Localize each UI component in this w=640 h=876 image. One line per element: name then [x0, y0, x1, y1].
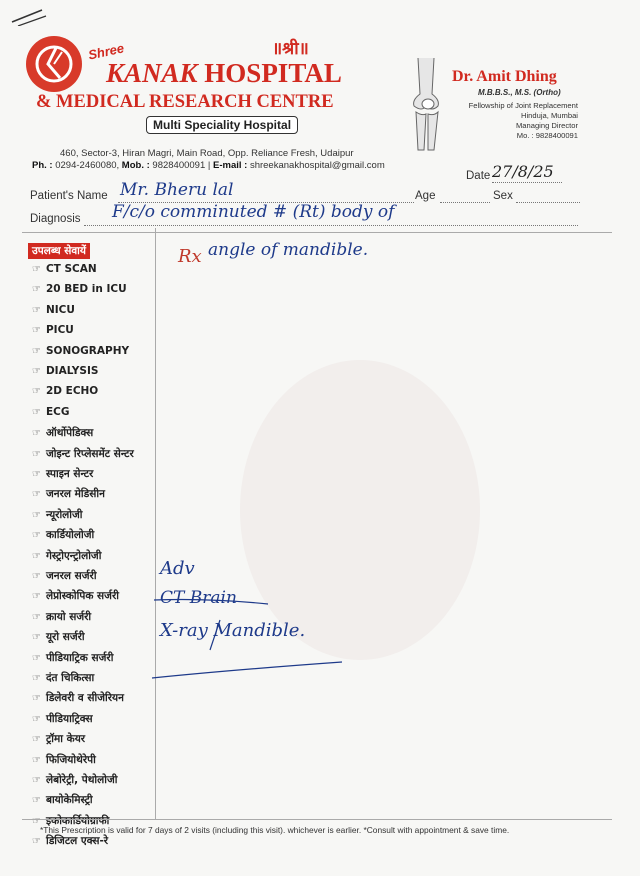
service-item-label: फिजियोथेरेपी — [45, 753, 96, 766]
diagnosis-value: F/c/o comminuted # (Rt) body of — [112, 202, 395, 222]
service-item-label: NICU — [45, 303, 75, 316]
patient-name-value: Mr. Bheru lal — [120, 180, 234, 200]
mobile-label: Mob. : — [121, 160, 150, 171]
phone-label: Ph. : — [32, 160, 53, 171]
service-item — [32, 732, 85, 746]
service-item-label: दंत चिकित्सा — [45, 672, 95, 684]
service-item-label: लेप्रोस्कोपिक सर्जरी — [45, 590, 119, 603]
sex-line — [516, 202, 580, 203]
service-item — [32, 651, 113, 665]
pointing-hand-icon: ☞ — [32, 406, 41, 418]
service-item — [32, 283, 127, 295]
service-item — [32, 691, 124, 705]
footer-note: *This Prescription is valid for 7 days of 2 visits (including this visit). whichever is earlier. *Consult with appointment & save time. — [40, 825, 510, 835]
service-item — [32, 753, 96, 767]
hospital-name — [106, 58, 342, 89]
pointing-hand-icon: ☞ — [32, 836, 41, 848]
service-item — [32, 426, 93, 440]
hospital-contact — [32, 160, 385, 171]
pointing-hand-icon: ☞ — [32, 284, 41, 296]
pointing-hand-icon: ☞ — [32, 428, 41, 440]
phone-number: 0294-2460080, — [55, 160, 120, 171]
rx-line: angle of mandible. — [208, 240, 369, 260]
pointing-hand-icon: ☞ — [32, 345, 41, 357]
pointing-hand-icon: ☞ — [32, 632, 41, 644]
shree-header: ॥श्री॥ — [272, 39, 309, 59]
service-item — [32, 712, 93, 726]
service-item-label: 2D ECHO — [45, 385, 99, 398]
pointing-hand-icon: ☞ — [32, 530, 41, 542]
service-item-label: न्यूरोलोजी — [45, 508, 83, 521]
service-item-label: जनरल मेडिसीन — [45, 488, 105, 501]
age-label: Age — [415, 190, 436, 202]
pointing-hand-icon: ☞ — [32, 815, 41, 827]
service-item-label: बायोकेमिस्ट्री — [45, 794, 93, 807]
doctor-degree: M.B.B.S., M.S. (Ortho) — [478, 88, 561, 97]
pointing-hand-icon: ☞ — [32, 713, 41, 725]
email-label: E-mail : — [213, 160, 248, 171]
pointing-hand-icon: ☞ — [32, 591, 41, 603]
service-item — [32, 304, 75, 316]
service-item-label: लेबोरेट्री, पेथोलोजी — [45, 774, 118, 786]
age-line — [440, 202, 490, 203]
service-item — [32, 549, 101, 563]
pointing-hand-icon: ☞ — [32, 571, 41, 582]
service-item — [32, 508, 83, 522]
note-xray-mandible: X-ray Mandible. — [160, 620, 306, 641]
service-item — [32, 610, 91, 624]
logo-shree-text: Shree — [86, 40, 126, 63]
service-item-label: DIALYSIS — [45, 365, 99, 377]
service-item — [32, 569, 97, 583]
pointing-hand-icon: ☞ — [32, 386, 41, 398]
service-item-label: जनरल सर्जरी — [45, 570, 97, 582]
service-item-label: कार्डियोलोजी — [45, 529, 95, 542]
doctor-name: Dr. Amit Dhing — [452, 68, 557, 85]
service-item — [32, 528, 94, 542]
pointing-hand-icon: ☞ — [32, 325, 41, 337]
service-item-label: यूरो सर्जरी — [45, 631, 85, 644]
date-value: 27/8/25 — [492, 162, 554, 181]
hospital-address: 460, Sector-3, Hiran Magri, Main Road, Opp. Reliance Fresh, Udaipur — [60, 148, 354, 159]
service-item — [32, 467, 93, 481]
mobile-number: 9828400091 | — [152, 160, 211, 171]
service-item — [32, 630, 85, 644]
service-item — [32, 385, 98, 397]
diagnosis-label: Diagnosis — [30, 213, 81, 225]
service-item — [32, 406, 69, 418]
service-item-label: इकोकार्डियोग्राफी — [45, 814, 110, 827]
doctor-mobile: Mo. : 9828400091 — [516, 131, 578, 140]
service-item-label: क्रायो सर्जरी — [45, 610, 92, 623]
service-item — [32, 324, 74, 336]
service-item-label: गेस्ट्रोएन्ट्रोलोजी — [45, 549, 102, 562]
service-item-label: स्पाइन सेन्टर — [45, 468, 94, 480]
pointing-hand-icon: ☞ — [32, 448, 41, 460]
service-item — [32, 487, 105, 501]
doctor-role: Managing Director — [515, 121, 578, 130]
service-item — [32, 263, 97, 275]
pointing-hand-icon: ☞ — [32, 754, 41, 766]
pointing-hand-icon: ☞ — [32, 366, 41, 377]
service-item-label: जोइन्ट रिप्लेसमेंट सेन्टर — [45, 447, 134, 460]
email-address: shreekanakhospital@gmail.com — [249, 160, 385, 171]
service-item-label: पीडियाट्रिक सर्जरी — [45, 651, 114, 664]
pointing-hand-icon: ☞ — [32, 264, 41, 275]
pointing-hand-icon: ☞ — [32, 693, 41, 705]
date-underline — [492, 182, 562, 183]
patient-name-label: Patient's Name — [30, 190, 108, 202]
ink-strokes — [150, 580, 350, 690]
hospital-logo-icon — [26, 36, 82, 92]
doctor-fellowship-place: Hinduja, Mumbai — [521, 111, 578, 120]
pointing-hand-icon: ☞ — [32, 734, 41, 746]
pointing-hand-icon: ☞ — [32, 550, 41, 562]
services-heading: उपलब्ध सेवायें — [28, 243, 90, 259]
pointing-hand-icon: ☞ — [32, 775, 41, 786]
date-label: Date — [466, 170, 491, 182]
service-item-label: डिलेवरी व सीजेरियन — [45, 692, 124, 705]
pointing-hand-icon: ☞ — [32, 509, 41, 521]
service-item — [32, 345, 129, 357]
service-item-label: CT SCAN — [45, 263, 97, 275]
service-item — [32, 589, 119, 603]
service-item-label: SONOGRAPHY — [45, 344, 130, 357]
service-item-label: 20 BED in ICU — [45, 283, 127, 296]
pointing-hand-icon: ☞ — [32, 489, 41, 501]
pen-mark-icon — [8, 6, 48, 26]
service-item-label: पीडियाट्रिक्स — [45, 712, 93, 725]
note-advice: Adv — [160, 558, 195, 579]
service-item-label: ट्रॉमा केयर — [45, 733, 86, 746]
service-item — [32, 793, 93, 807]
service-item — [32, 671, 94, 685]
pointing-hand-icon: ☞ — [32, 611, 41, 623]
sex-label: Sex — [493, 190, 513, 202]
footer-divider — [22, 819, 612, 820]
header-divider — [22, 232, 612, 233]
diagnosis-line — [84, 225, 578, 226]
service-item-label: PICU — [45, 324, 74, 337]
pointing-hand-icon: ☞ — [32, 469, 41, 480]
hospital-name-kanak: KANAK — [106, 58, 198, 88]
pointing-hand-icon: ☞ — [32, 652, 41, 664]
knee-joint-icon — [404, 56, 448, 152]
service-item — [32, 834, 108, 848]
speciality-badge: Multi Speciality Hospital — [146, 116, 298, 134]
service-item — [32, 447, 134, 461]
services-column-divider — [155, 228, 156, 820]
pointing-hand-icon: ☞ — [32, 673, 41, 684]
pointing-hand-icon: ☞ — [32, 795, 41, 807]
note-ct-brain: CT Brain — [160, 588, 237, 608]
research-centre-title: & MEDICAL RESEARCH CENTRE — [36, 92, 334, 112]
service-item — [32, 365, 98, 377]
hospital-name-hospital: HOSPITAL — [204, 58, 342, 88]
service-item-label: डिजिटल एक्स-रे — [45, 835, 109, 848]
rx-symbol: Rx — [178, 246, 202, 267]
service-item-label: ऑर्थोपेडिक्स — [45, 427, 94, 440]
doctor-fellowship: Fellowship of Joint Replacement — [468, 101, 578, 110]
service-item-label: ECG — [45, 405, 70, 418]
pointing-hand-icon: ☞ — [32, 304, 41, 316]
service-item — [32, 773, 118, 787]
